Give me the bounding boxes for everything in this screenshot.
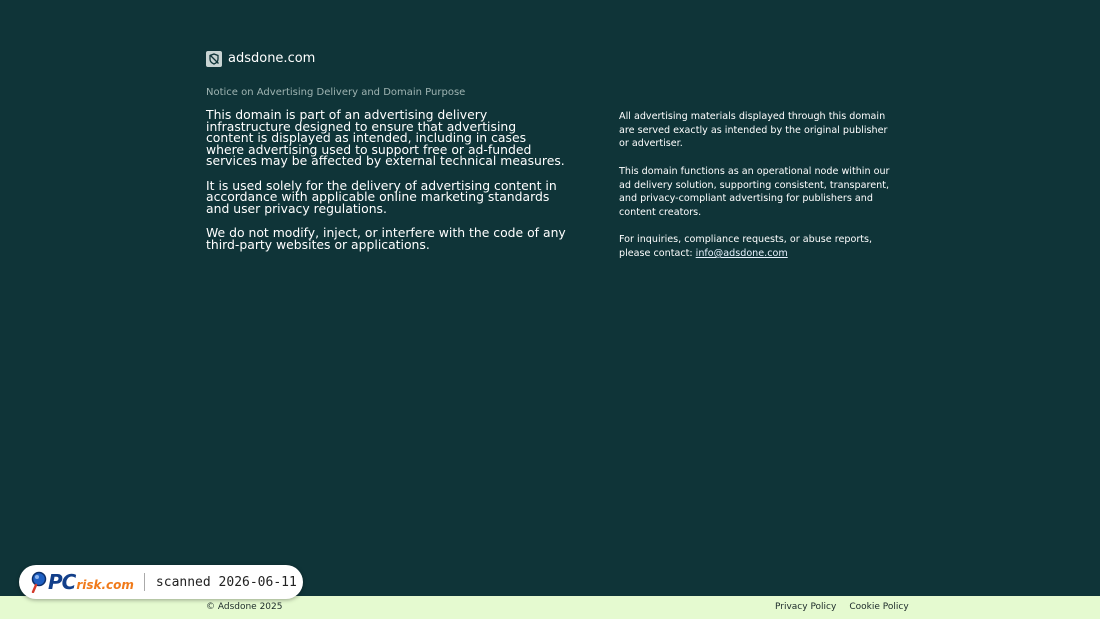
privacy-policy-link[interactable]: Privacy Policy [775,602,837,612]
logo-sub-text: risk.com [76,578,134,592]
left-column [206,109,566,263]
cookie-policy-link[interactable]: Cookie Policy [849,602,909,612]
contact-email-link[interactable]: info@adsdone.com [695,248,788,259]
badge-divider [144,573,145,591]
left-paragraph: We do not modify, inject, or interfere with the code of any third-party websites or applications. [206,225,566,252]
contact-paragraph [619,233,894,260]
scan-date-text: scanned 2026-06-11 [155,574,297,590]
left-paragraph: This domain is part of an advertising delivery infrastructure designed to ensure that advertising content is displayed as intended, including in cases where advertising used to support free or ad-funded services may be affected by external technical measures. [206,107,565,168]
pcrisk-logo [30,569,134,595]
scan-badge [19,565,303,599]
magnifier-icon [30,571,48,593]
brand[interactable] [206,50,315,67]
left-paragraph: It is used solely for the delivery of advertising content in accordance with applicable online marketing standards and user privacy regulations. [206,177,557,216]
logo-main-text: PC [48,570,76,594]
footer-links [775,602,922,612]
right-paragraph: All advertising materials displayed through this domain are served exactly as intended by the original publisher or advertiser. [619,111,888,150]
right-paragraph: This domain functions as an operational node within our ad delivery solution, supporting consistent, transparent, and privacy-compliant advertising for publishers and content creators. [619,165,890,218]
brand-name: adsdone.com [228,51,316,66]
notice-title: Notice on Advertising Delivery and Domain Purpose [206,87,466,98]
right-column [619,110,894,274]
copyright: © Adsdone 2025 [206,602,283,612]
shield-slash-icon [206,51,222,67]
footer [0,596,1100,619]
contact-text: For inquiries, compliance requests, or abuse reports, please contact: [619,234,873,259]
